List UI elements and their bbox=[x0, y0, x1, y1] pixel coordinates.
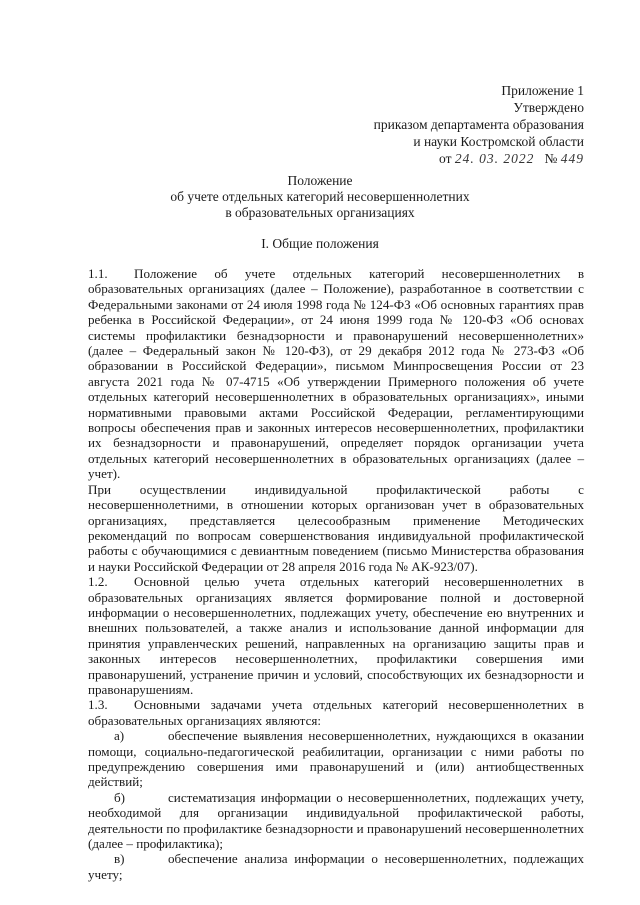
list-letter: б) bbox=[114, 789, 126, 805]
document-title bbox=[0, 173, 640, 221]
list-item-a bbox=[88, 728, 584, 790]
paragraph-1-1 bbox=[88, 266, 584, 482]
list-item-v bbox=[88, 851, 584, 882]
date-number-line bbox=[374, 150, 584, 167]
paragraph-text: Положение об учете отдельных категорий несовершеннолетних в образовательных организациях (далее – Положение), разработанное в соответствии с Федеральными законами от 24 июля 1998 года № 124-ФЗ «Об основных гарантиях прав ребенка в Российской Федерации», от 24 июня 1999 года № 120-ФЗ «Об основах системы профилактики безнадзорности и правонарушений несовершеннолетних» (далее – Федеральный закон № 120-ФЗ), от 29 декабря 2012 года № 273-ФЗ «Об образовании в Российской Федерации», письмом Минпросвещения России от 23 августа 2021 года № 07-4715 «Об утверждении Примерного положения об учете отдельных категорий несовершеннолетних в образовательных организациях», иными нормативными правовыми актами Российской Федерации, регламентирующими вопросы обеспечения прав и законных интересов несовершеннолетних, профилактики их безнадзорности и правонарушений, определяет порядок организации учета отдельных категорий несовершеннолетних в образовательных организациях (далее – учет). bbox=[88, 266, 584, 482]
number-prefix: № bbox=[544, 151, 558, 166]
order-line: приказом департамента образования bbox=[373, 117, 584, 132]
title-line-3: в образовательных организациях bbox=[225, 205, 415, 220]
appendix-label: Приложение 1 bbox=[501, 83, 584, 98]
list-text: обеспечение выявления несовершеннолетних, нуждающихся в оказании помощи, социально-педагогической реабилитации, организации с ними работы по предупреждению совершения ими правонарушений и (или) антиобщественных действий; bbox=[88, 728, 584, 790]
department-line: и науки Костромской области bbox=[413, 134, 584, 149]
paragraph-text: Основной целью учета отдельных категорий несовершеннолетних в образовательных организациях является формирование полной и достоверной информации о несовершеннолетних, подлежащих учету, обеспечение ею внутренних и внешних пользователей, а также анализ и использование данной информации для принятия управленческих решений, направленных на организацию защиты прав и законных интересов несовершеннолетних, профилактики совершения ими правонарушений, устранение причин и условий, способствующих их безнадзорности и правонарушениям. bbox=[88, 574, 584, 697]
list-letter: в) bbox=[114, 851, 125, 867]
approved-label: Утверждено bbox=[513, 100, 584, 115]
paragraph-1-1-cont bbox=[88, 482, 584, 574]
handwritten-date: 24. 03. 2022 bbox=[454, 151, 535, 166]
list-letter: а) bbox=[114, 728, 125, 744]
list-item-b bbox=[88, 790, 584, 852]
paragraph-number: 1.2. bbox=[88, 574, 108, 590]
date-prefix: от bbox=[439, 151, 452, 166]
paragraph-number: 1.3. bbox=[88, 697, 108, 713]
paragraph-text: При осуществлении индивидуальной профилактической работы с несовершеннолетними, в отношении которых организован учет в образовательных организациях, представляется целесообразным применение Методических рекомендаций по вопросам совершенствования индивидуальной профилактической работы с обучающимися с девиантным поведением (письмо Министерства образования и науки Российской Федерации от 28 апреля 2016 года № АК-923/07). bbox=[88, 481, 584, 574]
document-body bbox=[88, 266, 584, 882]
title-line-1: Положение bbox=[287, 173, 353, 188]
paragraph-text: Основными задачами учета отдельных категорий несовершеннолетних в образовательных организациях являются: bbox=[88, 697, 584, 728]
list-text: обеспечение анализа информации о несовершеннолетних, подлежащих учету; bbox=[88, 851, 584, 882]
handwritten-number: 449 bbox=[560, 151, 584, 166]
paragraph-1-2 bbox=[88, 574, 584, 697]
paragraph-1-3 bbox=[88, 697, 584, 728]
list-text: систематизация информации о несовершеннолетних, подлежащих учету, необходимой для организации индивидуальной профилактической работы, деятельности по профилактике безнадзорности и правонарушений несовершеннолетних (далее – профилактика); bbox=[88, 789, 584, 852]
paragraph-number: 1.1. bbox=[88, 266, 108, 281]
section-heading: I. Общие положения bbox=[261, 236, 379, 251]
title-line-2: об учете отдельных категорий несовершеннолетних bbox=[170, 189, 470, 204]
appendix-block bbox=[374, 82, 584, 167]
